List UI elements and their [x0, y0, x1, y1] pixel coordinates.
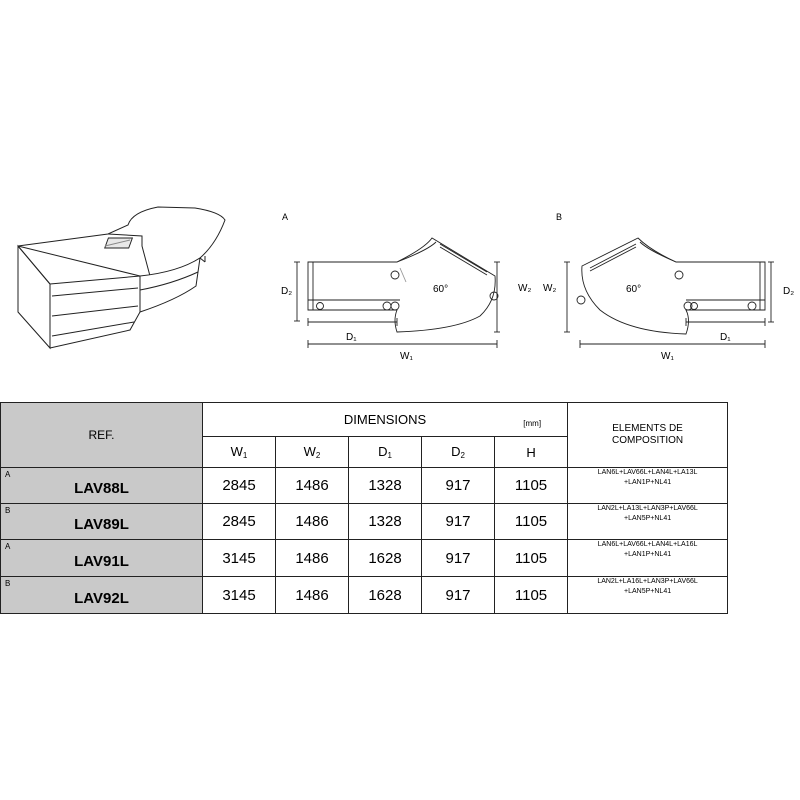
col-h-header: H	[495, 437, 568, 468]
ref-header	[1, 403, 203, 468]
elements-cell	[568, 468, 728, 504]
elements-line2: +LAN1P+NL41	[624, 479, 672, 486]
table-row	[1, 577, 728, 614]
plan-a-w1-label: W₁	[400, 351, 413, 362]
elements-cell	[568, 540, 728, 577]
ref-cell	[1, 468, 203, 504]
h-value: 1105	[495, 577, 568, 614]
w2-value: 1486	[276, 468, 349, 504]
plan-b-w1-label: W₁	[661, 351, 674, 362]
h-value: 1105	[495, 468, 568, 504]
d1-value: 1328	[349, 504, 422, 540]
elements-line2: +LAN5P+NL41	[624, 515, 672, 522]
plan-a-d1-label: D₁	[346, 332, 357, 343]
d2-value: 917	[422, 468, 495, 504]
d2-value: 917	[422, 540, 495, 577]
elements-cell	[568, 577, 728, 614]
ref-cell	[1, 504, 203, 540]
elements-cell	[568, 504, 728, 540]
col-d2-header: $D_2$	[422, 437, 495, 468]
plan-b-w2-label: W₂	[543, 283, 557, 294]
table-row	[1, 504, 728, 540]
w1-value: 2845	[203, 504, 276, 540]
d1-value: 1628	[349, 540, 422, 577]
specification-table	[0, 402, 728, 614]
elements-line1: LAN2L+LA16L+LAN3P+LAV66L	[597, 578, 698, 585]
variant-label: B	[5, 579, 11, 588]
elements-line1: LAN6L+LAV66L+LAN4L+LA16L	[597, 541, 698, 548]
unit-label: [mm]	[523, 419, 542, 428]
plan-a-w2-label: W₂	[518, 283, 532, 294]
plan-b-angle-label: 60°	[626, 284, 642, 295]
plan-b-drawing	[564, 238, 774, 348]
desk-perspective-sketch	[0, 207, 225, 348]
d1-value: 1328	[349, 468, 422, 504]
w1-value: 3145	[203, 540, 276, 577]
w1-value: 3145	[203, 577, 276, 614]
variant-label: B	[5, 506, 11, 515]
d2-value: 917	[422, 504, 495, 540]
w2-value: 1486	[276, 504, 349, 540]
d2-value: 917	[422, 577, 495, 614]
dimensions-header	[203, 403, 568, 437]
col-d1-header: $D_1$	[349, 437, 422, 468]
col-w2-header: $W_2$	[276, 437, 349, 468]
col-w1-header: $W_1$	[203, 437, 276, 468]
d1-value: 1628	[349, 577, 422, 614]
h-value: 1105	[495, 540, 568, 577]
variant-label: A	[5, 542, 11, 551]
ref-cell	[1, 540, 203, 577]
dimensions-header-label: DIMENSIONS	[343, 412, 427, 427]
w1-value: 2845	[203, 468, 276, 504]
plan-b-label: B	[556, 212, 563, 222]
plan-b-d2-label: D₂	[783, 286, 795, 297]
table-row	[1, 540, 728, 577]
plan-a-label: A	[282, 212, 289, 222]
ref-header-label: REF.	[88, 428, 115, 442]
elements-header	[568, 403, 728, 468]
ref-code: LAV91L	[74, 552, 129, 570]
plan-a-angle-label: 60°	[433, 284, 449, 295]
elements-line2: +LAN1P+NL41	[624, 551, 672, 558]
ref-cell	[1, 577, 203, 614]
h-value: 1105	[495, 504, 568, 540]
elements-header-line2: COMPOSITION	[612, 435, 684, 446]
elements-line1: LAN2L+LA13L+LAN3P+LAV66L	[597, 505, 698, 512]
table-row	[1, 468, 728, 504]
plan-a-drawing	[294, 238, 500, 348]
plan-b-d1-label: D₁	[720, 332, 731, 343]
variant-label: A	[5, 470, 11, 479]
ref-code: LAV89L	[74, 516, 129, 533]
w2-value: 1486	[276, 540, 349, 577]
ref-code: LAV92L	[74, 589, 129, 607]
elements-line2: +LAN5P+NL41	[624, 588, 672, 595]
elements-line1: LAN6L+LAV66L+LAN4L+LA13L	[597, 469, 698, 476]
plan-a-d2-label: D₂	[281, 286, 293, 297]
ref-code: LAV88L	[74, 480, 129, 497]
w2-value: 1486	[276, 577, 349, 614]
elements-header-line1: ELEMENTS DE	[612, 423, 683, 434]
